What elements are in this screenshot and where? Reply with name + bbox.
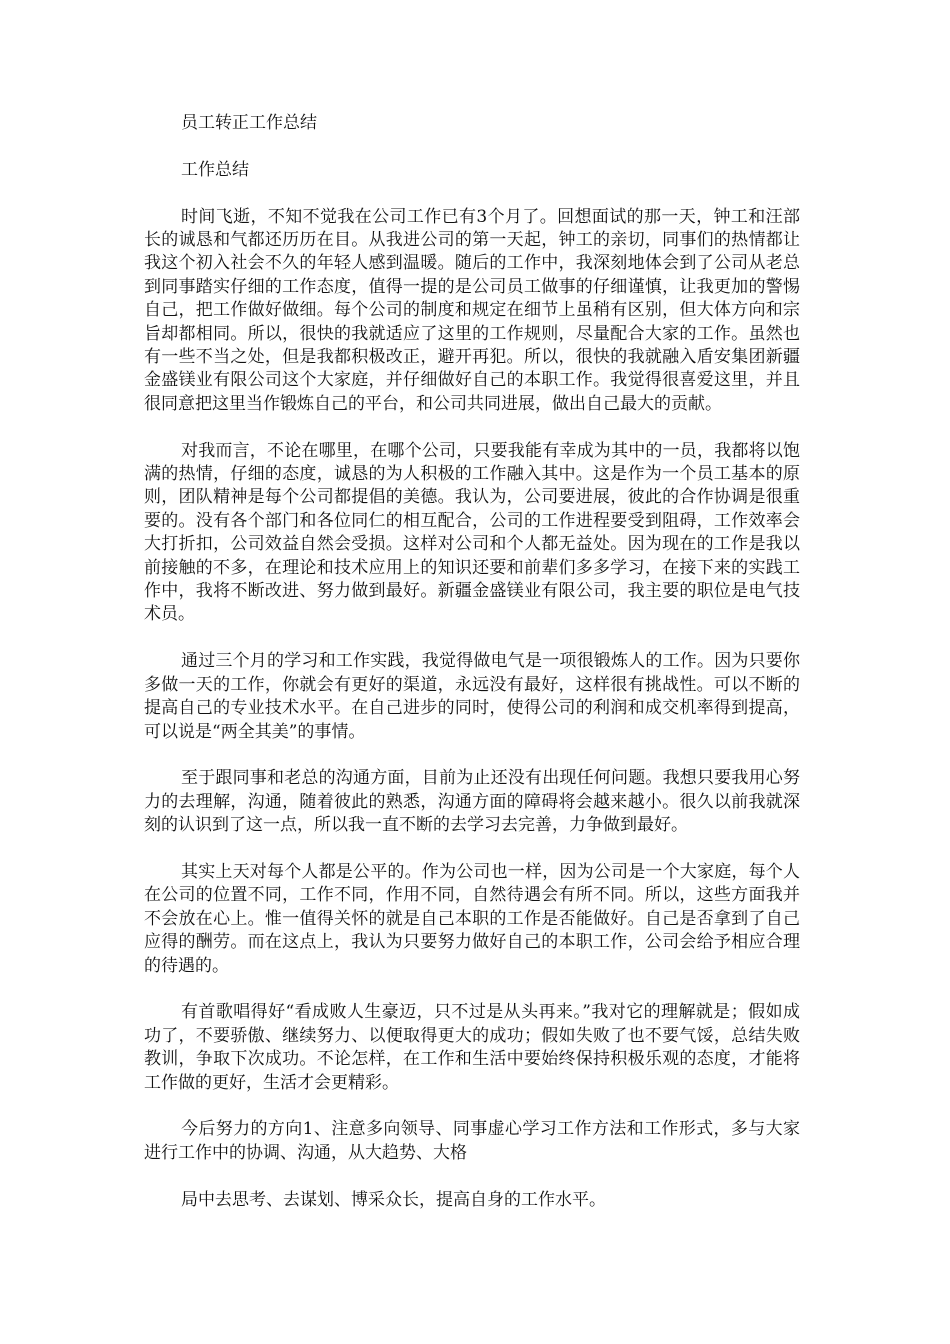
paragraph: 时间飞逝，不知不觉我在公司工作已有3个月了。回想面试的那一天，钟工和汪部长的诚恳和气都还历历在目。从我进公司的第一天起，钟工的亲切，同事们的热情都让我这个初入社会不久的年轻人感到温暖。随后的工作中，我深刻地体会到了公司从老总到同事踏实仔细的工作态度，值得一提的是公司员工做事的仔细谨慎，让我更加的警惕自己，把工作做好做细。每个公司的制度和规定在细节上虽稍有区别，但大体方向和宗旨却都相同。所以，很快的我就适应了这里的工作规则，尽量配合大家的工作。虽然也有一些不当之处，但是我都积极改正，避开再犯。所以，很快的我就融入盾安集团新疆金盛镁业有限公司这个大家庭，并仔细做好自己的本职工作。我觉得很喜爱这里，并且很同意把这里当作锻炼自己的平台，和公司共同进展，做出自己最大的贡献。 bbox=[144, 206, 800, 414]
paragraph: 至于跟同事和老总的沟通方面，目前为止还没有出现任何问题。我想只要我用心努力的去理解，沟通，随着彼此的熟悉，沟通方面的障碍将会越来越小。很久以前我就深刻的认识到了这一点，所以我一直不断的去学习去完善，力争做到最好。 bbox=[144, 768, 800, 836]
document-title: 员工转正工作总结 bbox=[181, 113, 317, 133]
paragraph: 对我而言，不论在哪里，在哪个公司，只要我能有幸成为其中的一员，我都将以饱满的热情，仔细的态度，诚恳的为人积极的工作融入其中。这是作为一个员工基本的原则，团队精神是每个公司都提倡的美德。我认为，公司要进展，彼此的合作协调是很重要的。没有各个部门和各位同仁的相互配合，公司的工作进程要受到阻碍，工作效率会大打折扣，公司效益自然会受损。这样对公司和个人都无益处。因为现在的工作是我以前接触的不多，在理论和技术应用上的知识还要和前辈们多多学习，在接下来的实践工作中，我将不断改进、努力做到最好。新疆金盛镁业有限公司，我主要的职位是电气技术员。 bbox=[144, 440, 800, 625]
paragraph: 局中去思考、去谋划、博采众长，提高自身的工作水平。 bbox=[181, 1189, 606, 1210]
document-subtitle: 工作总结 bbox=[181, 159, 249, 180]
paragraph: 通过三个月的学习和工作实践，我觉得做电气是一项很锻炼人的工作。因为只要你多做一天的工作，你就会有更好的渠道，永远没有最好，这样很有挑战性。可以不断的提高自己的专业技术水平。在自己进步的同时，使得公司的利润和成交机率得到提高，可以说是“两全其美”的事情。 bbox=[144, 651, 800, 742]
document-body bbox=[144, 112, 800, 1235]
paragraph: 今后努力的方向1、注意多向领导、同事虚心学习工作方法和工作形式，多与大家进行工作中的协调、沟通，从大趋势、大格 bbox=[144, 1119, 800, 1163]
paragraph: 有首歌唱得好“看成败人生豪迈，只不过是从头再来。”我对它的理解就是；假如成功了，不要骄傲、继续努力、以便取得更大的成功；假如失败了也不要气馁，总结失败教训，争取下次成功。不论怎样，在工作和生活中要始终保持积极乐观的态度，才能将工作做的更好，生活才会更精彩。 bbox=[144, 1002, 800, 1093]
paragraph: 其实上天对每个人都是公平的。作为公司也一样，因为公司是一个大家庭，每个人在公司的位置不同，工作不同，作用不同，自然待遇会有所不同。所以，这些方面我并不会放在心上。惟一值得关怀的就是自己本职的工作是否能做好。自己是否拿到了自己应得的酬劳。而在这点上，我认为只要努力做好自己的本职工作，公司会给予相应合理的待遇的。 bbox=[144, 861, 800, 976]
